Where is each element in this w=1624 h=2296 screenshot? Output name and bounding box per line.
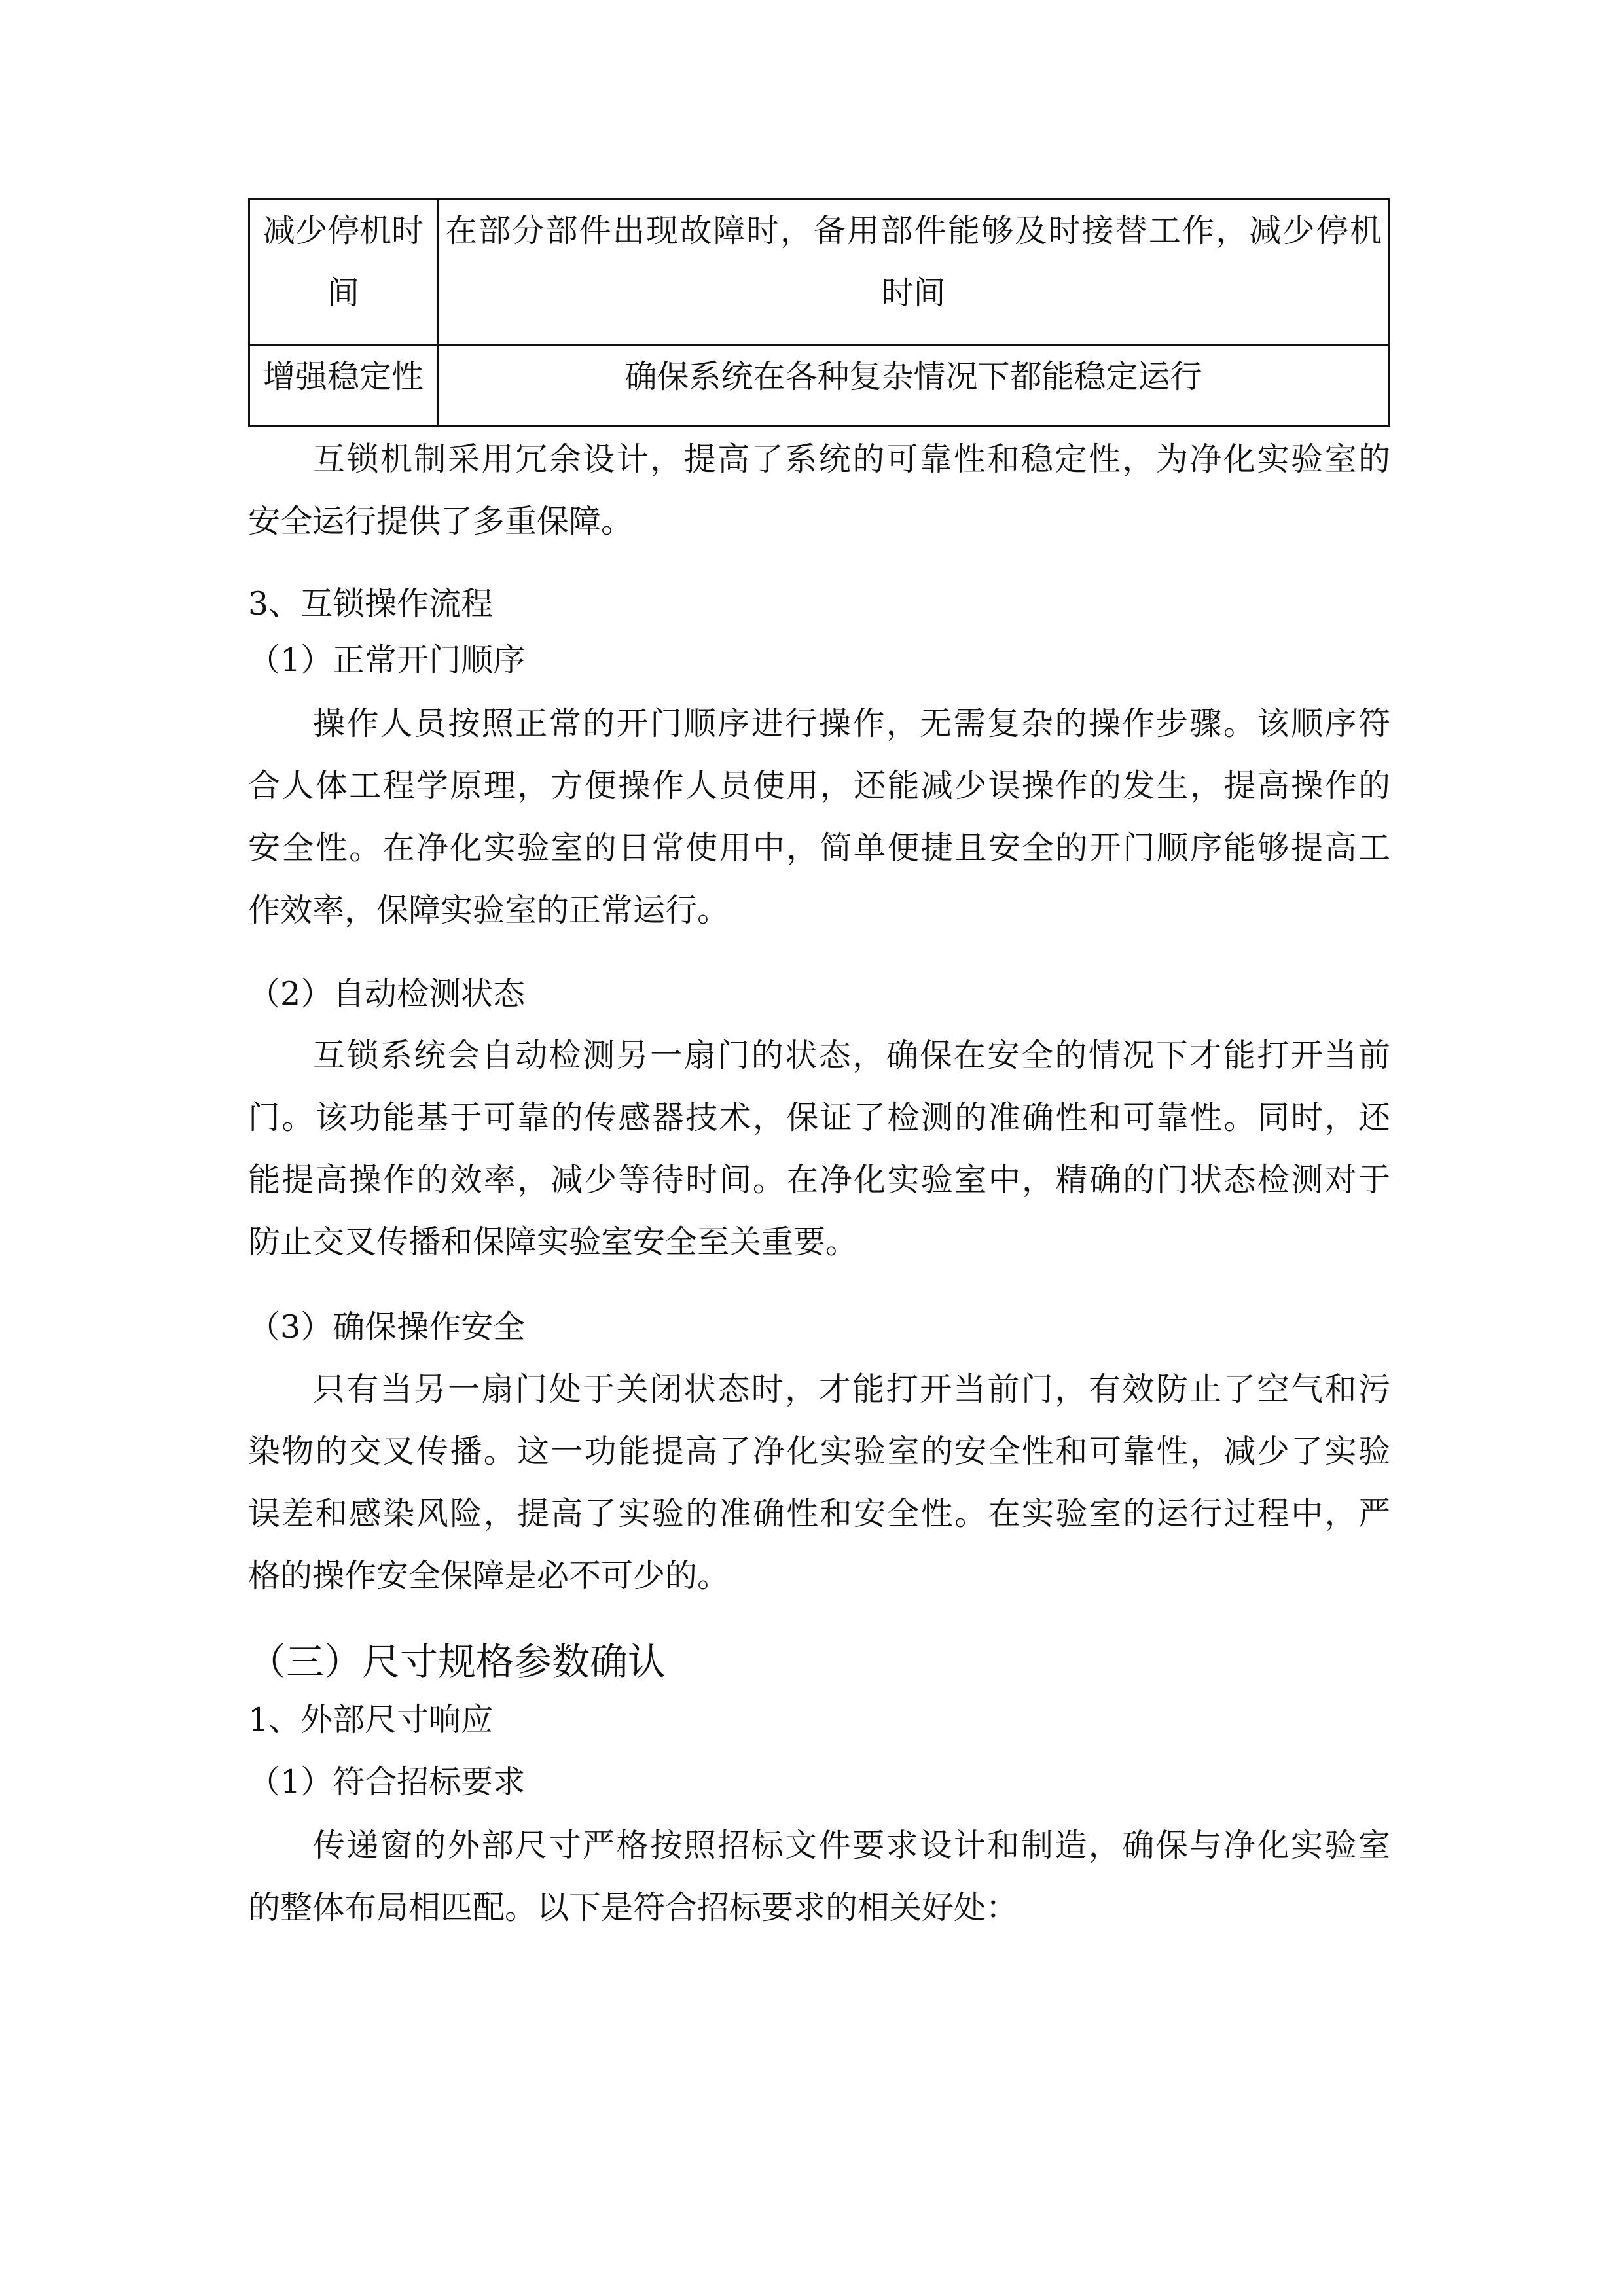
text-line: 染物的交叉传播。这一功能提高了净化实验室的安全性和可靠性，减少了实验 [248, 1433, 1390, 1470]
paragraph-operation-safety [248, 1358, 1390, 1607]
text-line: 的整体布局相匹配。以下是符合招标要求的相关好处： [248, 1889, 1019, 1926]
text-line: 只有当另一扇门处于关闭状态时，才能打开当前门，有效防止了空气和污 [313, 1371, 1390, 1408]
desc-line: 在部分部件出现故障时，备用部件能够及时接替工作，减少停机 [445, 212, 1382, 249]
text-line: 门。该功能基于可靠的传感器技术，保证了检测的准确性和可靠性。同时，还 [248, 1099, 1390, 1136]
row-label [249, 199, 438, 345]
desc-line: 时间 [881, 274, 946, 312]
text-line: 作效率，保障实验室的正常运行。 [248, 891, 730, 929]
label-line: 减少停机时 [262, 212, 424, 249]
paragraph-normal-open [248, 692, 1390, 941]
subheading-normal-open: （1）正常开门顺序 [248, 641, 526, 679]
text-line: 误差和感染风险，提高了实验的准确性和安全性。在实验室的运行过程中，严 [248, 1495, 1390, 1532]
benefits-table [248, 198, 1390, 427]
subheading-operation-safety: （3）确保操作安全 [248, 1308, 526, 1346]
text-line: 传递窗的外部尺寸严格按照招标文件要求设计和制造，确保与净化实验室 [313, 1827, 1390, 1864]
paragraph-redundancy [248, 428, 1390, 552]
section-heading-dimensions: （三）尺寸规格参数确认 [248, 1640, 666, 1684]
text-line: 操作人员按照正常的开门顺序进行操作，无需复杂的操作步骤。该顺序符 [313, 705, 1390, 742]
heading-external-dimensions: 1、外部尺寸响应 [248, 1701, 494, 1738]
subheading-tender-compliance: （1）符合招标要求 [248, 1763, 526, 1801]
text-line: 互锁机制采用冗余设计，提高了系统的可靠性和稳定性，为净化实验室的 [313, 440, 1390, 478]
row-label: 增强稳定性 [249, 345, 438, 426]
text-line: 安全运行提供了多重保障。 [248, 503, 634, 540]
label-line: 间 [327, 274, 359, 312]
table-row [249, 345, 1390, 426]
text-line: 格的操作安全保障是必不可少的。 [248, 1557, 730, 1594]
text-line: 防止交叉传播和保障实验室安全至关重要。 [248, 1223, 858, 1261]
text-line: 能提高操作的效率，减少等待时间。在净化实验室中，精确的门状态检测对于 [248, 1161, 1390, 1198]
paragraph-auto-detect [248, 1024, 1390, 1273]
row-description [438, 199, 1390, 345]
text-line: 合人体工程学原理，方便操作人员使用，还能减少误操作的发生，提高操作的 [248, 767, 1390, 804]
paragraph-tender-compliance [248, 1814, 1390, 1939]
heading-interlock-procedure: 3、互锁操作流程 [248, 585, 494, 622]
subheading-auto-detect: （2）自动检测状态 [248, 975, 526, 1013]
table-row [249, 199, 1390, 345]
text-line: 互锁系统会自动检测另一扇门的状态，确保在安全的情况下才能打开当前 [313, 1037, 1390, 1074]
text-line: 安全性。在净化实验室的日常使用中，简单便捷且安全的开门顺序能够提高工 [248, 829, 1390, 867]
row-description: 确保系统在各种复杂情况下都能稳定运行 [438, 345, 1390, 426]
